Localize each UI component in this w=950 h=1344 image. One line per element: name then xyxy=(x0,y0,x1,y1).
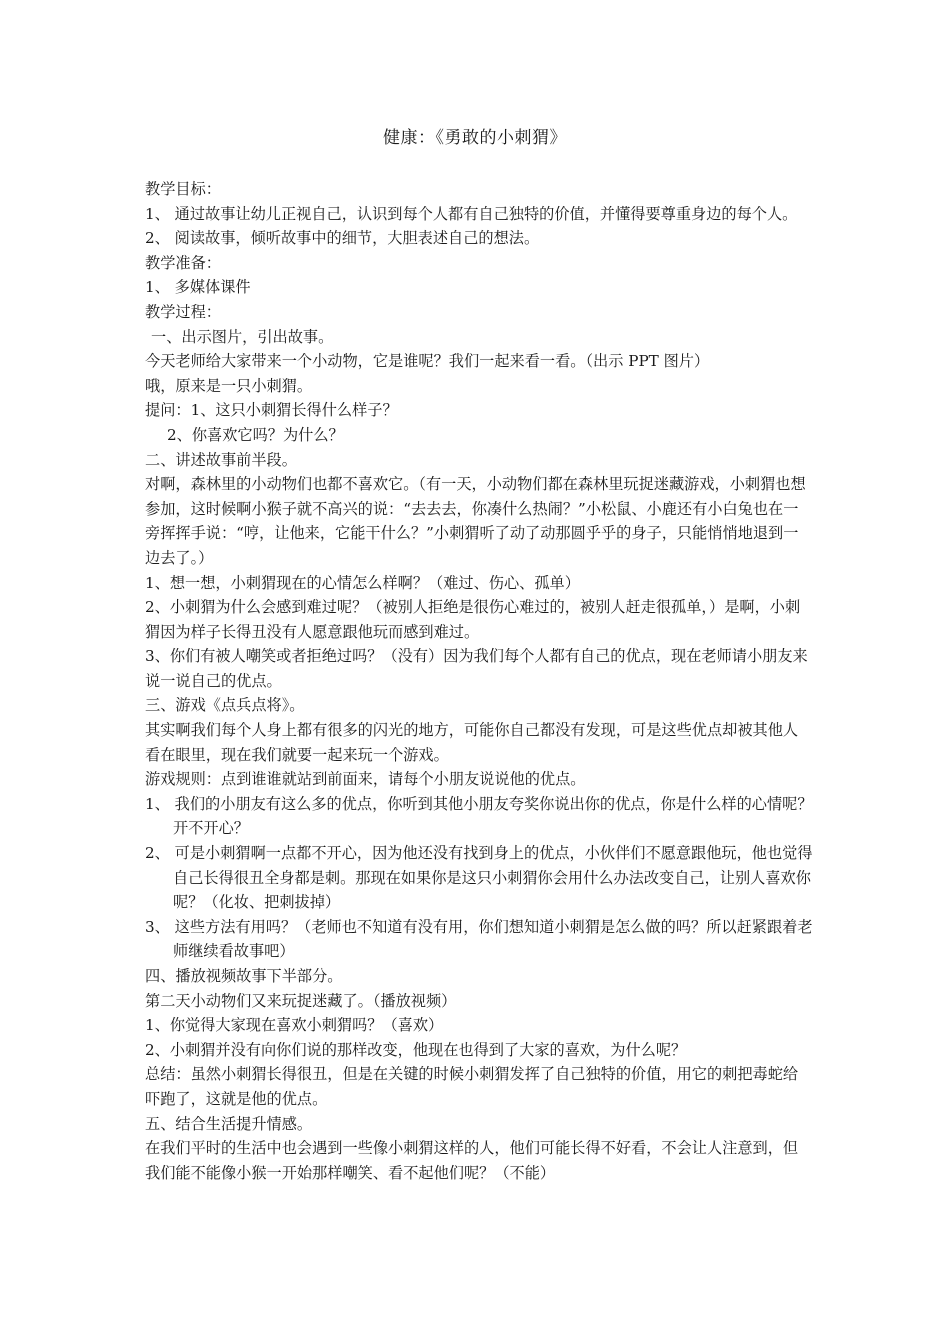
question-1: 提问：1、这只小刺猬长得什么样子？ xyxy=(145,401,398,420)
discussion-item: 1、你觉得大家现在喜欢小刺猬吗？（喜欢） xyxy=(145,1016,444,1035)
document-title: 健康：《勇敢的小刺猬》 xyxy=(383,128,567,148)
process-step-3-heading: 三、游戏《点兵点将》。 xyxy=(145,696,305,715)
paragraph: 其实啊我们每个人身上都有很多的闪光的地方，可能你自己都没有发现，可是这些优点却被其他人看在眼里，现在我们就要一起来玩一个游戏。 xyxy=(145,721,799,764)
game-rules: 游戏规则：点到谁谁就站到前面来，请每个小朋友说说他的优点。 xyxy=(145,770,586,789)
discussion-item: 2、小刺猬为什么会感到难过呢？（被别人拒绝是很伤心难过的，被别人赶走很孤单，）是啊，小刺猬因为样子长得丑没有人愿意跟他玩而感到难过。 xyxy=(145,598,801,641)
process-step-4-heading: 四、播放视频故事下半部分。 xyxy=(145,967,343,985)
game-item-1: 1、 我们的小朋友有这么多的优点，你听到其他小朋友夸奖你说出你的优点，你是什么样的心情呢？开不开心？ xyxy=(145,794,813,838)
game-item-2: 2、 可是小刺猬啊一点都不开心，因为他还没有找到身上的优点，小伙伴们不愿意跟他玩，他也觉得自己长得很丑全身都是刺。那现在如果你是这只小刺猬你会用什么办法改变自己，让别人喜欢你呢？（化妆、把刺拔掉） xyxy=(145,844,813,912)
paragraph: 在我们平时的生活中也会遇到一些像小刺猬这样的人，他们可能长得不好看，不会让人注意到，但我们能不能像小猴一开始那样嘲笑、看不起他们呢？（不能） xyxy=(145,1139,799,1182)
objective-item-1: 1、 通过故事让幼儿正视自己，认识到每个人都有自己独特的价值，并懂得要尊重身边的每个人。 xyxy=(145,204,798,223)
question-2: 2、你喜欢它吗？为什么？ xyxy=(167,425,344,444)
process-step-5-heading: 五、结合生活提升情感。 xyxy=(145,1114,313,1133)
game-item-3: 3、 这些方法有用吗？（老师也不知道有没有用，你们想知道小刺猬是怎么做的吗？所以赶紧跟着老师继续看故事吧） xyxy=(145,917,813,961)
paragraph: 今天老师给大家带来一个小动物，它是谁呢？我们一起来看一看。（出示 PPT 图片） xyxy=(145,352,710,371)
summary-paragraph: 总结：虽然小刺猬长得很丑，但是在关键的时候小刺猬发挥了自己独特的价值，用它的刺把毒蛇给吓跑了，这就是他的优点。 xyxy=(145,1065,799,1108)
paragraph: 哦，原来是一只小刺猬。 xyxy=(145,376,313,395)
discussion-item: 3、你们有被人嘲笑或者拒绝过吗？（没有）因为我们每个人都有自己的优点，现在老师请小朋友来说一说自己的优点。 xyxy=(145,647,808,690)
story-paragraph: 对啊，森林里的小动物们也都不喜欢它。（有一天，小动物们都在森林里玩捉迷藏游戏，小刺猬也想参加，这时候啊小猴子就不高兴的说：“去去去，你凑什么热闹？”小松鼠、小鹿还有小白兔也在一旁挥挥手说：“哼，让他来，它能干什么？”小刺猬听了动了动那圆乎乎的身子，只能悄悄地退到一边去了。） xyxy=(145,475,806,567)
document-body xyxy=(145,177,813,1185)
section-heading-objectives: 教学目标： xyxy=(145,180,221,198)
section-heading-preparation: 教学准备： xyxy=(145,253,221,272)
preparation-item-1: 1、 多媒体课件 xyxy=(145,278,251,297)
discussion-item: 2、小刺猬并没有向你们说的那样改变，他现在也得到了大家的喜欢，为什么呢？ xyxy=(145,1040,687,1059)
objective-item-2: 2、 阅读故事，倾听故事中的细节，大胆表述自己的想法。 xyxy=(145,229,540,248)
process-step-2-heading: 二、讲述故事前半段。 xyxy=(145,450,297,469)
process-step-1-heading: 一、出示图片，引出故事。 xyxy=(151,327,334,346)
paragraph: 第二天小动物们又来玩捉迷藏了。（播放视频） xyxy=(145,991,457,1010)
discussion-item: 1、想一想，小刺猬现在的心情怎么样啊？（难过、伤心、孤单） xyxy=(145,573,580,592)
section-heading-process: 教学过程： xyxy=(145,302,221,321)
